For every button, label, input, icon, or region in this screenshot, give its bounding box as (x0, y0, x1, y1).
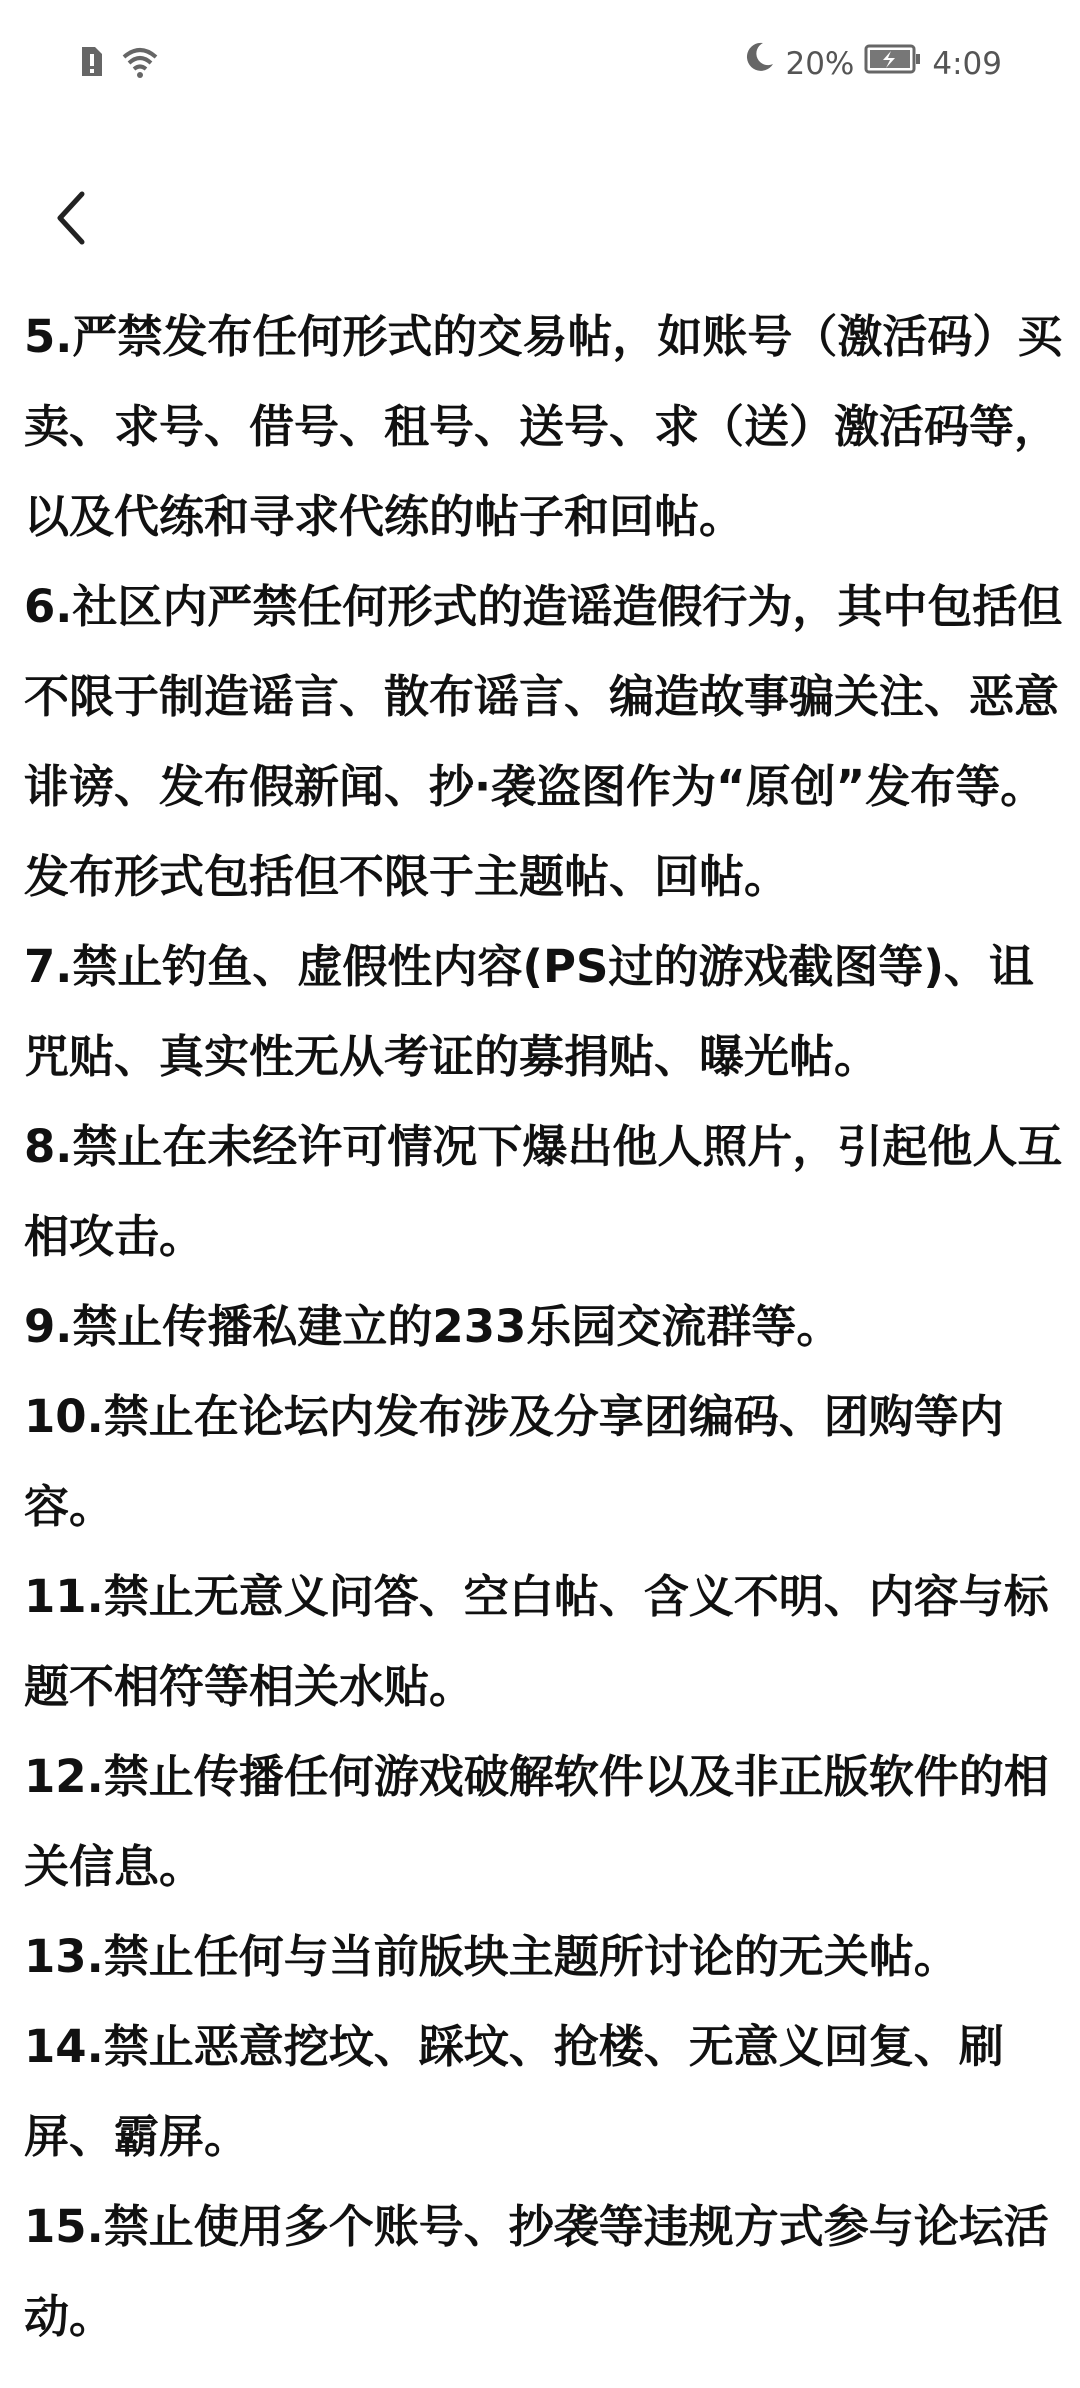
rules-content (24, 292, 1064, 2362)
header (0, 150, 1080, 290)
rule-item: 8.禁止在未经许可情况下爆出他人照片，引起他人互相攻击。 (24, 1120, 1063, 1263)
rule-item: 13.禁止任何与当前版块主题所讨论的无关帖。 (24, 1930, 959, 1983)
battery-charging-icon (864, 40, 922, 88)
battery-percent: 20% (785, 46, 855, 82)
rule-item: 11.禁止无意义问答、空白帖、含义不明、内容与标题不相符等相关水贴。 (24, 1570, 1049, 1713)
rule-item: 14.禁止恶意挖坟、踩坟、抢楼、无意义回复、刷屏、霸屏。 (24, 2020, 1004, 2163)
wifi-icon (120, 45, 160, 83)
moon-icon (743, 40, 775, 88)
back-button[interactable] (30, 180, 110, 260)
rule-item: 5.严禁发布任何形式的交易帖，如账号（激活码）买卖、求号、借号、租号、送号、求（送）激活码等，以及代练和寻求代练的帖子和回帖。 (24, 310, 1063, 543)
chevron-left-icon (48, 188, 92, 252)
sim-alert-icon (78, 45, 104, 83)
rule-item: 9.禁止传播私建立的233乐园交流群等。 (24, 1300, 842, 1353)
status-right (743, 40, 1002, 88)
rule-item: 6.社区内严禁任何形式的造谣造假行为，其中包括但不限于制造谣言、散布谣言、编造故事骗关注、恶意诽谤、发布假新闻、抄·袭盗图作为“原创”发布等。发布形式包括但不限于主题帖、回帖。 (24, 580, 1063, 903)
status-bar (0, 0, 1080, 130)
clock: 4:09 (932, 46, 1002, 82)
rule-item: 7.禁止钓鱼、虚假性内容(PS过的游戏截图等)、诅咒贴、真实性无从考证的募捐贴、曝光帖。 (24, 940, 1034, 1083)
rule-item: 15.禁止使用多个账号、抄袭等违规方式参与论坛活动。 (24, 2200, 1049, 2343)
status-left (78, 44, 160, 84)
rule-item: 12.禁止传播任何游戏破解软件以及非正版软件的相关信息。 (24, 1750, 1049, 1893)
rule-item: 10.禁止在论坛内发布涉及分享团编码、团购等内容。 (24, 1390, 1004, 1533)
